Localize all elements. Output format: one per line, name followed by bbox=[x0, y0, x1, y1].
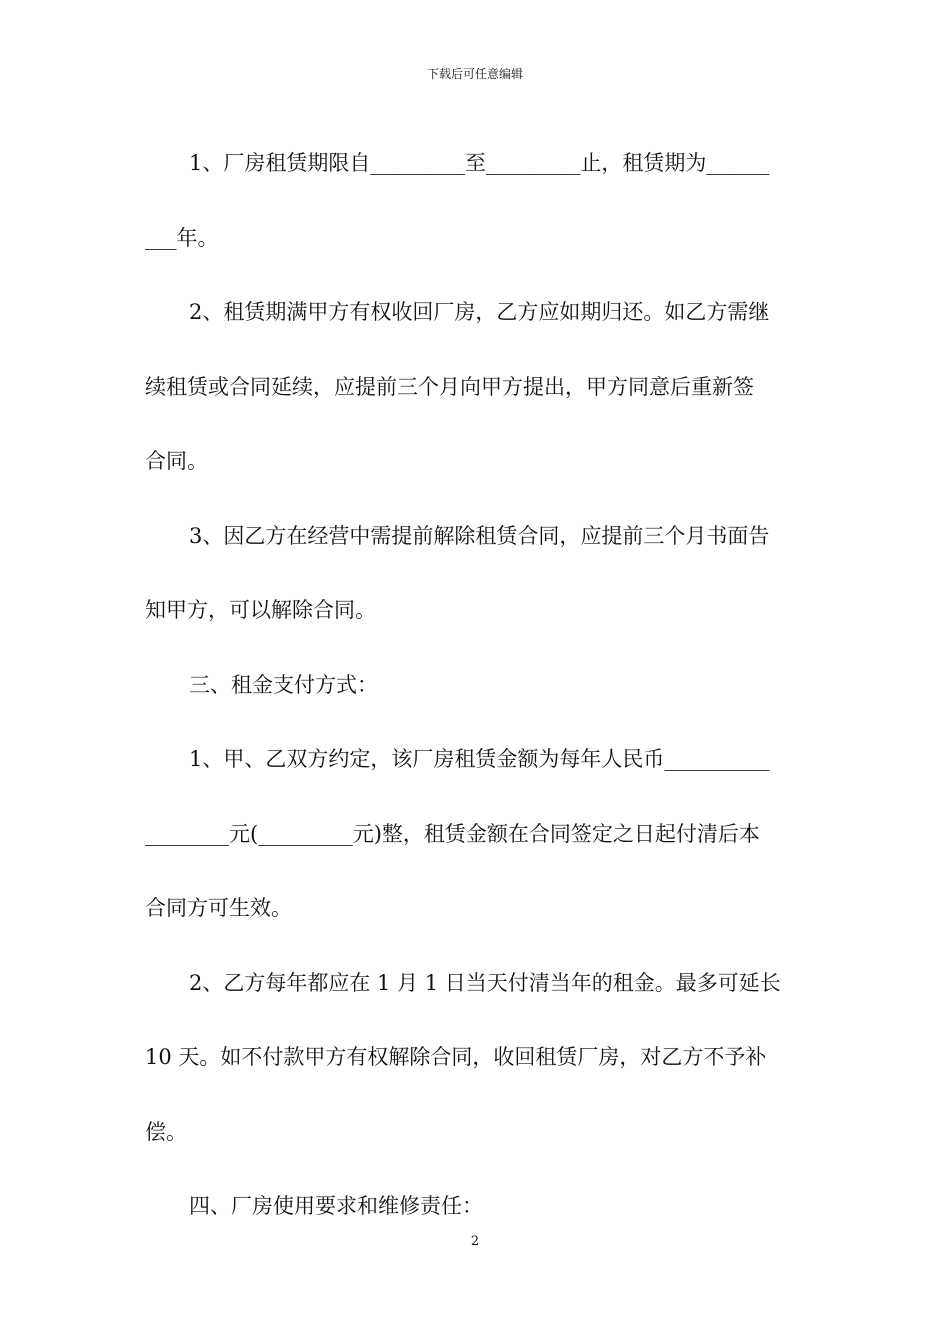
paragraph-line: 1、厂房租赁期限自_________至_________止，租赁期为______ bbox=[189, 151, 770, 175]
page-header: 下载后可任意编辑 bbox=[426, 67, 523, 81]
paragraph-line: 续租赁或合同延续，应提前三个月向甲方提出，甲方同意后重新签 bbox=[145, 374, 754, 399]
section-heading: 三、租金支付方式： bbox=[189, 672, 378, 697]
paragraph-line: 2、乙方每年都应在 1 月 1 日当天付清当年的租金。最多可延长 bbox=[189, 970, 781, 995]
paragraph-line: 2、租赁期满甲方有权收回厂房，乙方应如期归还。如乙方需继 bbox=[189, 300, 770, 324]
paragraph-line: 1、甲、乙双方约定，该厂房租赁金额为每年人民币__________ bbox=[189, 747, 770, 771]
paragraph-line: ________元(_________元)整，租赁金额在合同签定之日起付清后本 bbox=[145, 821, 760, 846]
paragraph-line: 合同。 bbox=[145, 449, 208, 473]
paragraph-line: 偿。 bbox=[145, 1119, 187, 1144]
paragraph-line: 合同方可生效。 bbox=[145, 896, 292, 920]
section-heading: 四、厂房使用要求和维修责任： bbox=[189, 1194, 483, 1218]
page-number: 2 bbox=[470, 1234, 480, 1249]
paragraph-line: 10 天。如不付款甲方有权解除合同，收回租赁厂房，对乙方不予补 bbox=[145, 1045, 767, 1069]
paragraph-line: 3、因乙方在经营中需提前解除租赁合同，应提前三个月书面告 bbox=[189, 523, 770, 548]
paragraph-line: 知甲方，可以解除合同。 bbox=[145, 598, 376, 622]
paragraph-line: ___年。 bbox=[145, 225, 219, 250]
document-body bbox=[145, 126, 807, 1244]
